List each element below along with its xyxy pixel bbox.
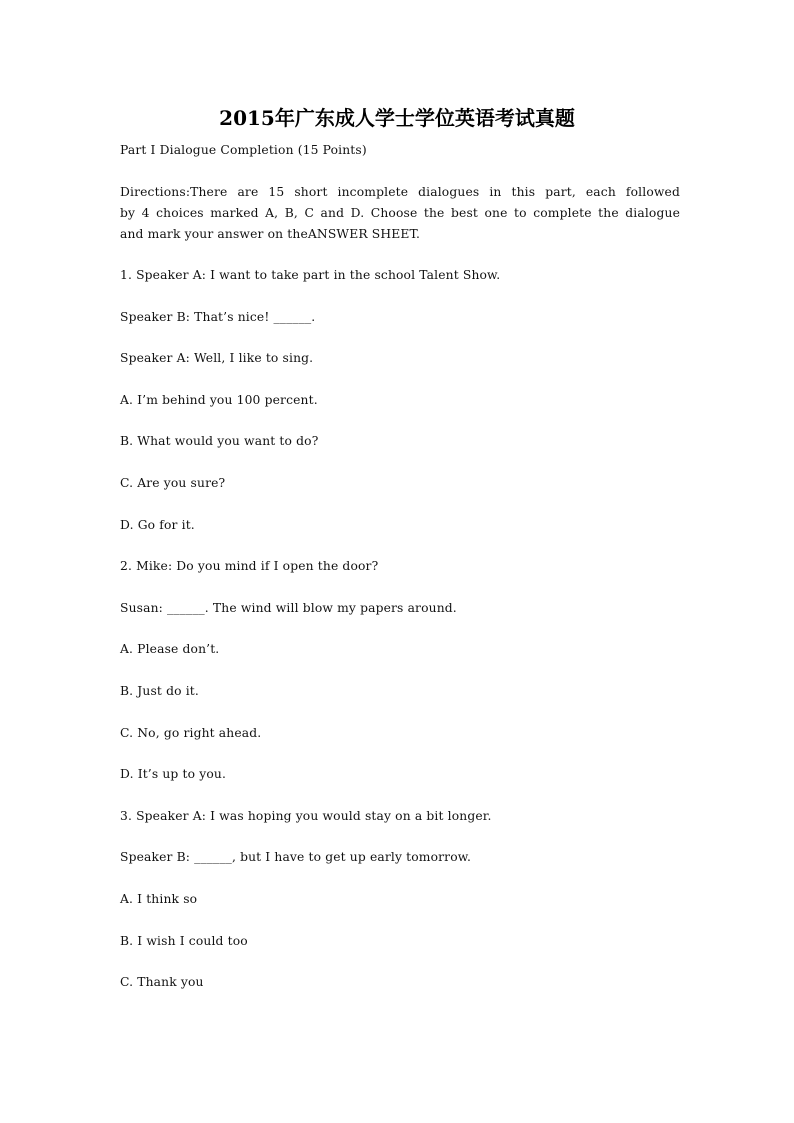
question-1-choice-d: D. Go for it. [120, 518, 195, 532]
question-3-speaker-b: Speaker B: ______, but I have to get up early tomorrow. [120, 850, 472, 864]
question-2-susan: Susan: ______. The wind will blow my papers around. [120, 601, 457, 615]
question-2-choice-d: D. It’s up to you. [120, 767, 226, 781]
question-2-choice-c: C. No, go right ahead. [120, 726, 262, 740]
question-3-choice-b: B. I wish I could too [120, 934, 248, 948]
question-2-mike: 2. Mike: Do you mind if I open the door? [120, 559, 379, 573]
question-1-choice-c: C. Are you sure? [120, 476, 226, 490]
question-1-speaker-a-reply: Speaker A: Well, I like to sing. [120, 351, 314, 365]
page-title: 2015年广东成人学士学位英语考试真题 [219, 106, 575, 130]
question-2-choice-a: A. Please don’t. [120, 642, 220, 656]
question-1-choice-a: A. I’m behind you 100 percent. [120, 393, 318, 407]
directions-line-2: by 4 choices marked A, B, C and D. Choose the best one to complete the dialogue [120, 206, 680, 220]
question-2-choice-b: B. Just do it. [120, 684, 199, 698]
question-1-speaker-b: Speaker B: That’s nice! ______. [120, 310, 316, 324]
directions-line-3: and mark your answer on theANSWER SHEET. [120, 227, 421, 241]
question-1-speaker-a: 1. Speaker A: I want to take part in the school Talent Show. [120, 268, 501, 282]
question-3-choice-c: C. Thank you [120, 975, 204, 989]
question-3-choice-a: A. I think so [120, 892, 198, 906]
part-heading: Part I Dialogue Completion (15 Points) [120, 143, 367, 157]
question-3-speaker-a: 3. Speaker A: I was hoping you would stay on a bit longer. [120, 809, 492, 823]
question-1-choice-b: B. What would you want to do? [120, 434, 319, 448]
directions-line-1: Directions:There are 15 short incomplete dialogues in this part, each followed [120, 185, 680, 199]
